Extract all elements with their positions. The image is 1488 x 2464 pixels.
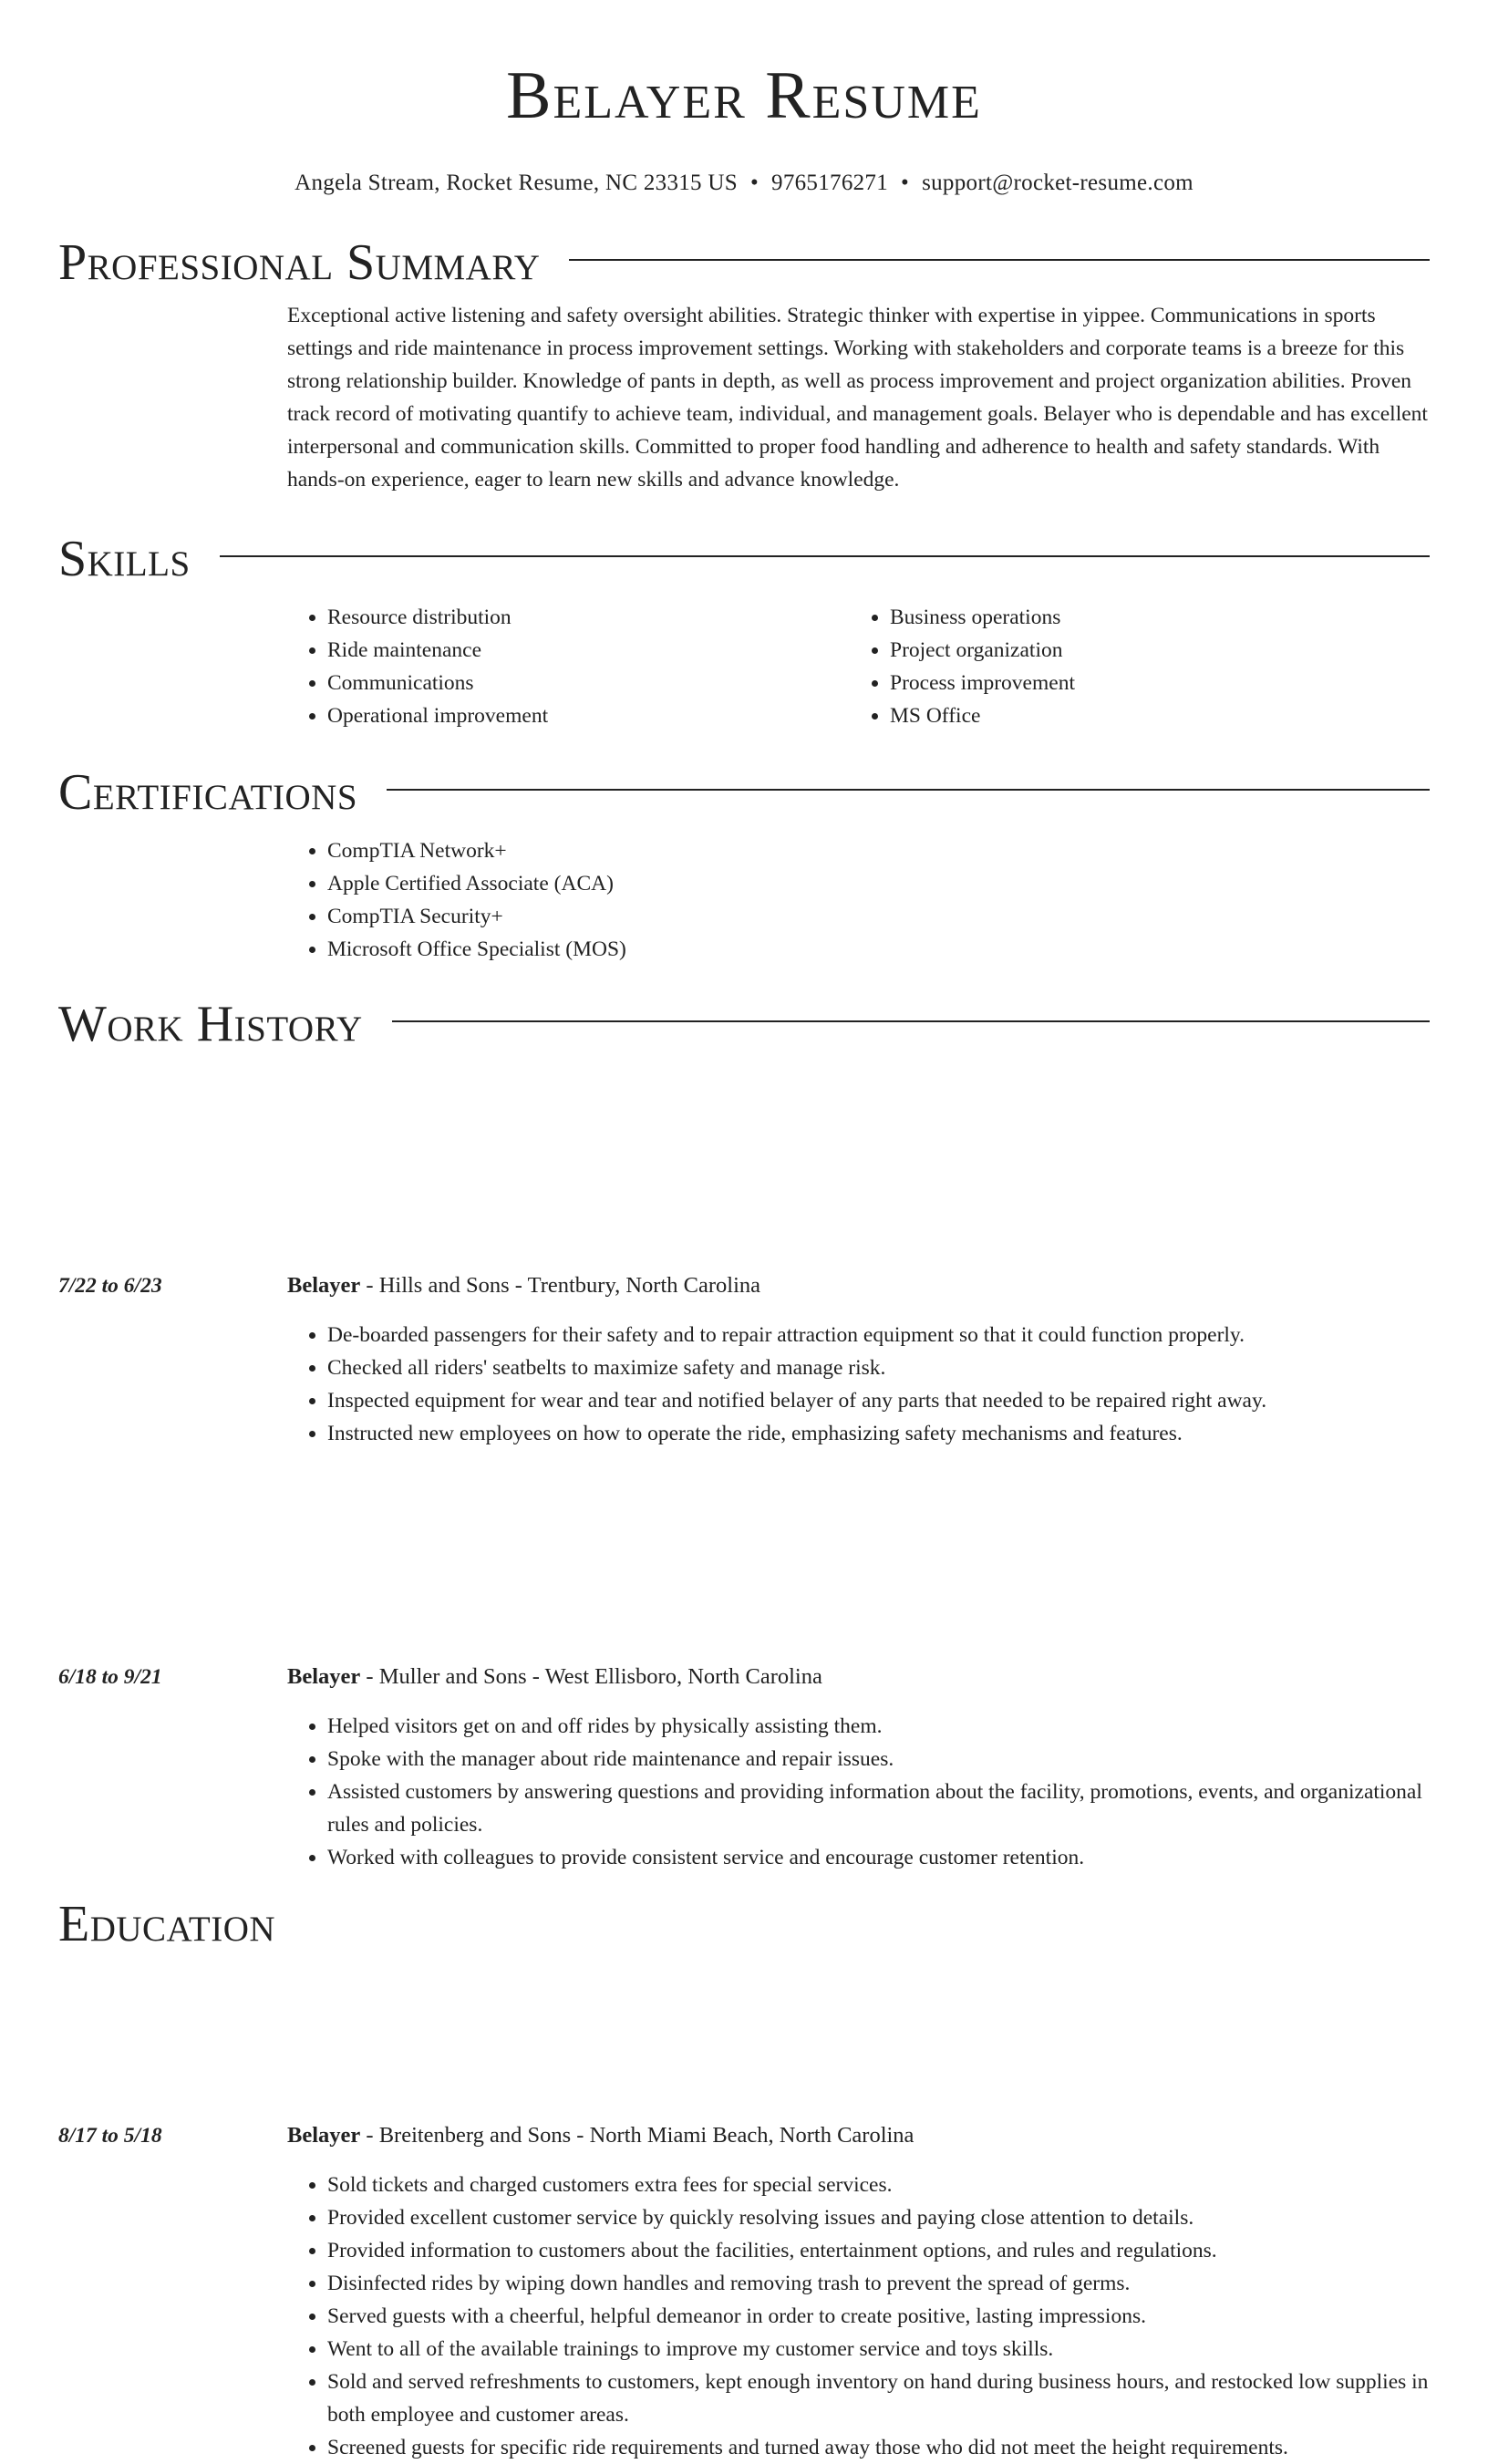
skill-item: • Process improvement: [890, 667, 1412, 699]
job-title-line: [287, 1661, 1430, 1693]
job-bullets: [287, 1693, 1430, 1874]
education-title: Education: [58, 1896, 276, 1952]
skills-list-left: [287, 601, 850, 732]
job-dates: 6/18 to 9/21: [58, 1665, 162, 1689]
job-bullet: • Served guests with a cheerful, helpful demeanor in order to create positive, lasting impressions.: [327, 2300, 1430, 2333]
summary-body: [287, 292, 1430, 496]
skill-item: • Operational improvement: [327, 699, 850, 732]
resume-title: Belayer Resume: [506, 58, 982, 133]
job-role: Belayer: [287, 2123, 361, 2148]
section-divider: [220, 555, 1430, 557]
section-divider: [569, 259, 1430, 261]
summary-text: Exceptional active listening and safety oversight abilities. Strategic thinker with expertise in yippee. Communications in sports settings and ride maintenance in process improvement settings. Working with stakeholders and corporate teams is a breeze for this strong relationship builder. Knowledge of pants in depth, as well as process improvement and project organization abilities. Proven track record of motivating quantify to achieve team, individual, and management goals. Belayer who is dependable and has excellent interpersonal and communication skills. Committed to proper food handling and adherence to health and safety standards. With hands-on experience, eager to learn new skills and advance knowledge.: [287, 304, 1428, 492]
skill-item: • Ride maintenance: [327, 634, 850, 667]
job-dates: 8/17 to 5/18: [58, 2124, 162, 2148]
skill-item: • Resource distribution: [327, 601, 850, 634]
skills-list-right: [850, 601, 1412, 732]
contact-line: [58, 170, 1430, 197]
job-bullet: • Disinfected rides by wiping down handles and removing trash to prevent the spread of germs.: [327, 2267, 1430, 2300]
work-history-title: Work History: [58, 996, 363, 1052]
contact-email: support@rocket-resume.com: [922, 171, 1194, 195]
section-divider: [392, 1020, 1430, 1022]
skills-title: Skills: [58, 531, 191, 587]
resume-page: [58, 0, 1430, 2459]
job-bullet: • Worked with colleagues to provide consistent service and encourage customer retention.: [327, 1841, 1430, 1874]
education-section: [58, 1895, 1430, 1953]
skill-item: • Project organization: [890, 634, 1412, 667]
certification-item: • CompTIA Network+: [327, 834, 1430, 867]
job-employer: - Muller and Sons - West Ellisboro, North Carolina: [360, 1664, 822, 1689]
job-role: Belayer: [287, 1664, 361, 1689]
job-bullet: • Sold and served refreshments to customers, kept enough inventory on hand during business hours, and restocked low supplies in both employee and customer areas.: [327, 2366, 1430, 2431]
job-bullet: • Inspected equipment for wear and tear and notified belayer of any parts that needed to be repaired right away.: [327, 1384, 1430, 1417]
contact-address: Angela Stream, Rocket Resume, NC 23315 US: [294, 171, 738, 195]
summary-section: [58, 233, 1430, 496]
job-entry: [58, 2119, 1430, 2464]
section-divider: [387, 789, 1430, 791]
contact-separator: •: [749, 171, 760, 195]
job-entry: [58, 1661, 1430, 1874]
job-bullet: • Sold tickets and charged customers extra fees for special services.: [327, 2169, 1430, 2201]
job-employer: - Breitenberg and Sons - North Miami Beach, North Carolina: [360, 2123, 914, 2148]
certifications-list: [287, 822, 1430, 966]
job-employer: - Hills and Sons - Trentbury, North Carolina: [360, 1273, 760, 1298]
job-title-line: [287, 1269, 1430, 1302]
summary-header: [58, 233, 1430, 292]
work-history-section: [58, 995, 1430, 1053]
certifications-body: [287, 822, 1430, 966]
education-header: [58, 1895, 1430, 1953]
job-bullet: • Went to all of the available trainings to improve my customer service and toys skills.: [327, 2333, 1430, 2366]
job-dates: 7/22 to 6/23: [58, 1274, 162, 1298]
certification-item: • CompTIA Security+: [327, 900, 1430, 933]
job-main: [287, 1269, 1430, 1450]
job-bullet: • Spoke with the manager about ride maintenance and repair issues.: [327, 1743, 1430, 1776]
certification-item: • Apple Certified Associate (ACA): [327, 867, 1430, 900]
skills-header: [58, 530, 1430, 588]
certifications-section: [58, 763, 1430, 966]
job-bullet: • Helped visitors get on and off rides by physically assisting them.: [327, 1710, 1430, 1743]
job-title-line: [287, 2119, 1430, 2152]
skill-item: • Communications: [327, 667, 850, 699]
contact-phone: 9765176271: [771, 171, 889, 195]
job-main: [287, 1661, 1430, 1874]
job-bullets: [287, 1302, 1430, 1450]
job-bullet: • Provided information to customers about the facilities, entertainment options, and rules and regulations.: [327, 2234, 1430, 2267]
skills-section: [58, 530, 1430, 732]
job-bullets: [287, 2152, 1430, 2464]
job-bullet: • De-boarded passengers for their safety and to repair attraction equipment so that it could function properly.: [327, 1319, 1430, 1351]
summary-title: Professional Summary: [58, 234, 541, 291]
job-bullet: • Checked all riders' seatbelts to maximize safety and manage risk.: [327, 1351, 1430, 1384]
job-bullet: • Assisted customers by answering questions and providing information about the facility, promotions, events, and organizational rules and policies.: [327, 1776, 1430, 1841]
skill-item: • MS Office: [890, 699, 1412, 732]
job-bullet: • Provided excellent customer service by quickly resolving issues and paying close attention to details.: [327, 2201, 1430, 2234]
contact-separator: •: [901, 171, 910, 195]
work-history-header: [58, 995, 1430, 1053]
job-bullet: • Instructed new employees on how to operate the ride, emphasizing safety mechanisms and features.: [327, 1417, 1430, 1450]
certification-item: • Microsoft Office Specialist (MOS): [327, 933, 1430, 966]
certifications-title: Certifications: [58, 764, 358, 821]
skill-item: • Business operations: [890, 601, 1412, 634]
job-role: Belayer: [287, 1273, 361, 1298]
job-main: [287, 2119, 1430, 2464]
skills-grid: [287, 588, 1430, 732]
job-bullet: • Screened guests for specific ride requirements and turned away those who did not meet the height requirements.: [327, 2431, 1430, 2464]
certifications-header: [58, 763, 1430, 822]
job-entry: [58, 1269, 1430, 1450]
